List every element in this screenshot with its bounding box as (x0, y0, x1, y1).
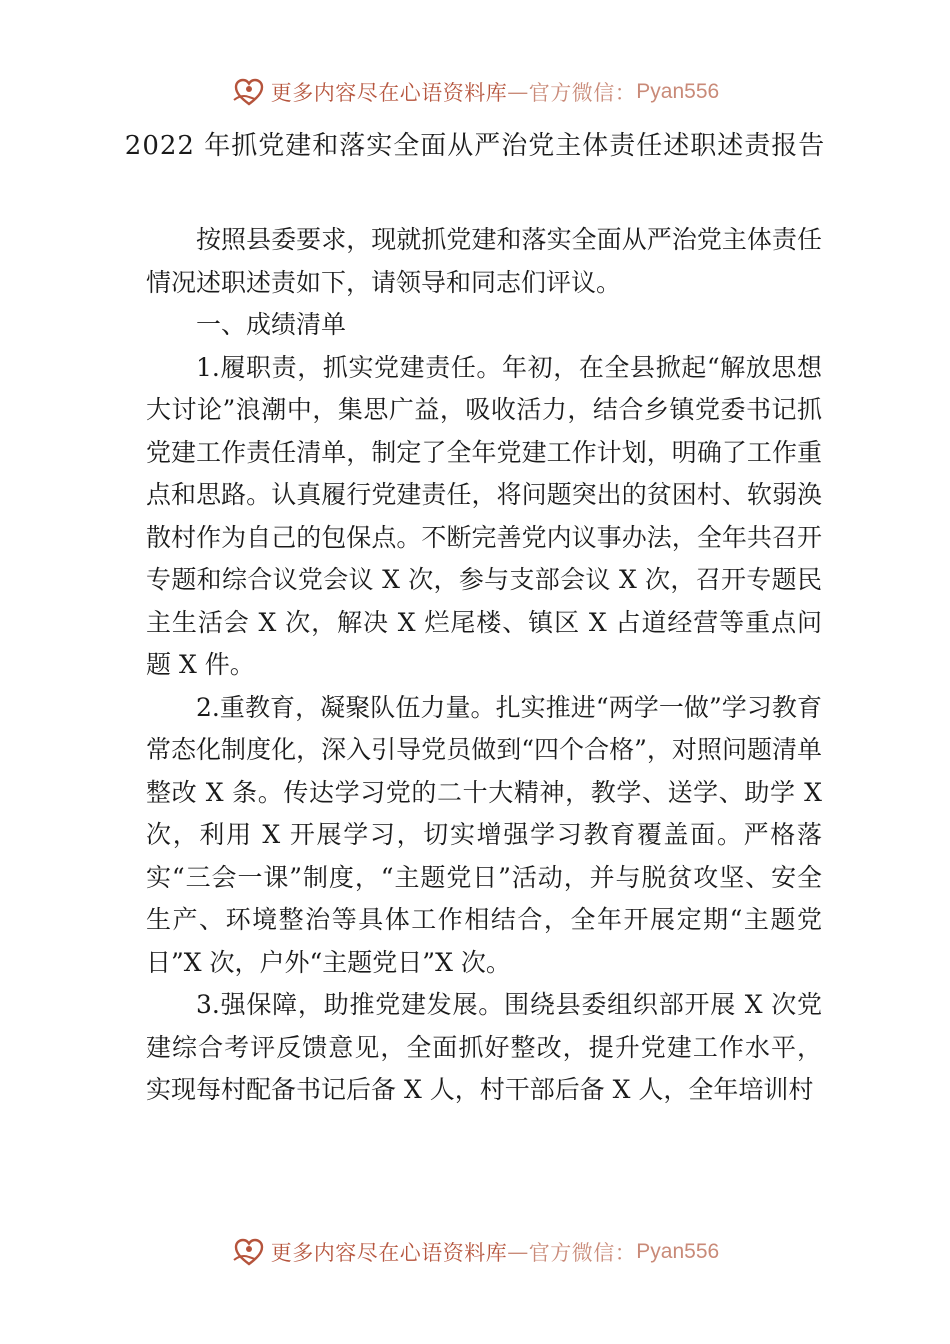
paragraph-item-3: 3.强保障，助推党建发展。围绕县委组织部开展 X 次党建综合考评反馈意见，全面抓好整改，提升党建工作水平， 实现每村配备书记后备 X 人，村干部后备 X 人，全年培训村 (146, 990, 822, 1104)
watermark-dash: — (507, 80, 529, 104)
watermark-main-text: 更多内容尽在心语资料库 (270, 81, 508, 105)
section-heading: 一、成绩清单 (196, 310, 347, 339)
hand-heart-logo-icon (231, 74, 267, 110)
document-title: 2022 年抓党建和落实全面从严治党主体责任述职述责报告 (124, 131, 826, 161)
paragraph-intro: 按照县委要求，现就抓党建和落实全面从严治党主体责任情况述职述责如下，请领导和同志们评议。 (146, 225, 822, 297)
watermark-wechat-id: Pyan556 (636, 80, 720, 103)
document-body (146, 219, 822, 1112)
watermark-header (0, 72, 950, 112)
watermark-main-text: 更多内容尽在心语资料库 (270, 1241, 508, 1265)
watermark-wechat-id: Pyan556 (636, 1240, 720, 1263)
paragraph-item-1: 1.履职责，抓实党建责任。年初，在全县掀起“解放思想大讨论”浪潮中，集思广益，吸收活力，结合乡镇党委书记抓党建工作责任清单，制定了全年党建工作计划，明确了工作重点和思路。认真履行党建责任，将问题突出的贫困村、软弱涣散村作为自己的包保点。不断完善党内议事办法，全年共召开专题和综合议党会议 X 次，参与支部会议 X 次，召开专题民主生活会 X 次，解决 X 烂尾楼、镇区 X 占道经营等重点问题 X 件。 (146, 352, 822, 679)
watermark-sub-text: 官方微信： (528, 1241, 637, 1265)
watermark-dash: — (507, 1240, 529, 1264)
watermark-sub-text: 官方微信： (528, 81, 637, 105)
paragraph-item-2: 2.重教育，凝聚队伍力量。扎实推进“两学一做”学习教育常态化制度化，深入引导党员做到“四个合格”，对照问题清单整改 X 条。传达学习党的二十大精神，教学、送学、助学 X 次，利用 X 开展学习，切实增强学习教育覆盖面。严格落实“三会一课”制度，“主题党日”活动，并与脱贫攻坚、安全生产、环境整治等具体工作相结合，全年开展定期“主题党日”X 次，户外“主题党日”X 次。 (146, 692, 822, 977)
hand-heart-logo-icon (231, 1234, 267, 1270)
watermark-footer (0, 1232, 950, 1272)
